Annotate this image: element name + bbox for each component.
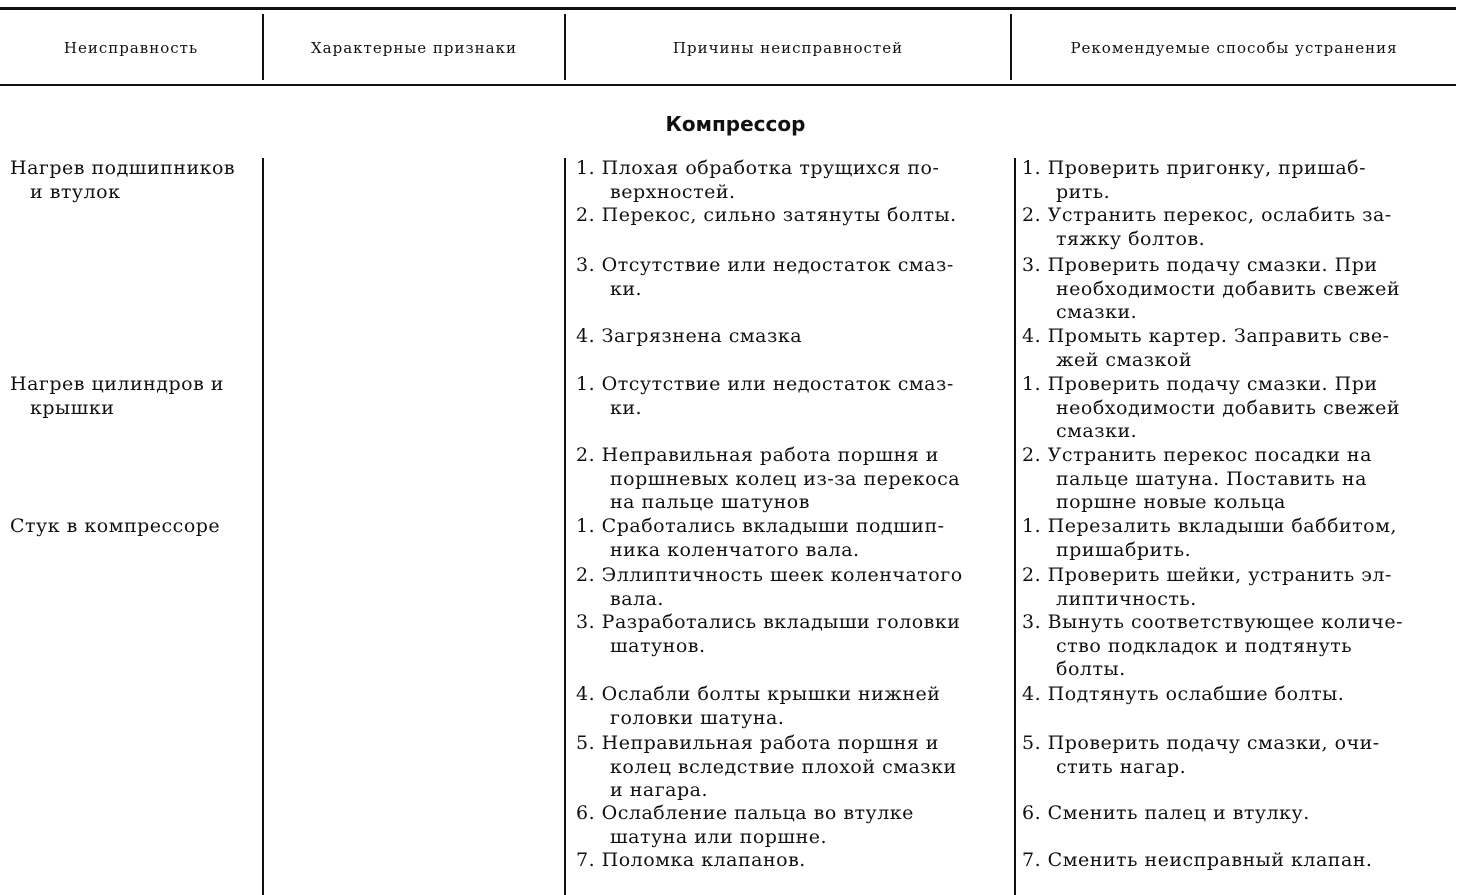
cause-item: 1. Отсутствие или недостаток смаз- ки. (576, 373, 954, 419)
fault-name: Нагрев подшипников и втулок (10, 157, 236, 203)
body-divider-3 (1014, 158, 1016, 895)
remedy-item: 4. Промыть картер. Заправить све- жей смазкой (1022, 325, 1390, 371)
section-title: Компрессор (665, 112, 806, 136)
cause-item: 3. Отсутствие или недостаток смаз- ки. (576, 254, 954, 300)
remedy-item: 7. Сменить неисправный клапан. (1022, 849, 1373, 871)
cause-item: 4. Загрязнена смазка (576, 325, 803, 347)
remedy-item: 6. Сменить палец и втулку. (1022, 802, 1310, 824)
remedy-item: 1. Перезалить вкладыши баббитом, пришабрить. (1022, 515, 1397, 561)
body-divider-1 (262, 158, 264, 895)
cause-item: 1. Сработались вкладыши подшип- ника коленчатого вала. (576, 515, 945, 561)
remedy-item: 3. Вынуть соответствующее количе- ство подкладок и подтянуть болты. (1022, 611, 1404, 680)
header-rule (0, 84, 1456, 86)
body-divider-2 (564, 158, 566, 895)
remedy-item: 2. Устранить перекос посадки на пальце шатуна. Поставить на поршне новые кольца (1022, 444, 1372, 513)
remedy-item: 2. Устранить перекос, ослабить за- тяжку болтов. (1022, 204, 1392, 250)
header-causes: Причины неисправностей (672, 39, 904, 57)
header-fault: Неисправность (63, 39, 199, 57)
remedy-item: 1. Проверить пригонку, пришаб- рить. (1022, 157, 1367, 203)
cause-item: 3. Разработались вкладыши головки шатунов. (576, 611, 961, 657)
remedy-item: 4. Подтянуть ослабшие болты. (1022, 683, 1345, 705)
cause-item: 5. Неправильная работа поршня и колец вследствие плохой смазки и нагара. (576, 732, 957, 801)
cause-item: 4. Ослабли болты крышки нижней головки шатуна. (576, 683, 941, 729)
fault-name: Стук в компрессоре (10, 515, 221, 537)
header-remedies: Рекомендуемые способы устранения (1070, 39, 1398, 57)
header-signs: Характерные признаки (311, 39, 517, 57)
cause-item: 6. Ослабление пальца во втулке шатуна или поршне. (576, 802, 914, 848)
top-rule (0, 7, 1456, 10)
remedy-item: 1. Проверить подачу смазки. При необходимости добавить свежей смазки. (1022, 373, 1401, 442)
remedy-item: 3. Проверить подачу смазки. При необходимости добавить свежей смазки. (1022, 254, 1401, 323)
cause-item: 7. Поломка клапанов. (576, 849, 806, 871)
cause-item: 1. Плохая обработка трущихся по- верхностей. (576, 157, 940, 203)
remedy-item: 5. Проверить подачу смазки, очи- стить нагар. (1022, 732, 1380, 778)
cause-item: 2. Эллиптичность шеек коленчатого вала. (576, 564, 963, 610)
cause-item: 2. Неправильная работа поршня и поршневых колец из-за перекоса на пальце шатунов (576, 444, 961, 513)
fault-name: Нагрев цилиндров и крышки (10, 373, 224, 419)
remedy-item: 2. Проверить шейки, устранить эл- липтичность. (1022, 564, 1392, 610)
cause-item: 2. Перекос, сильно затянуты болты. (576, 204, 957, 226)
